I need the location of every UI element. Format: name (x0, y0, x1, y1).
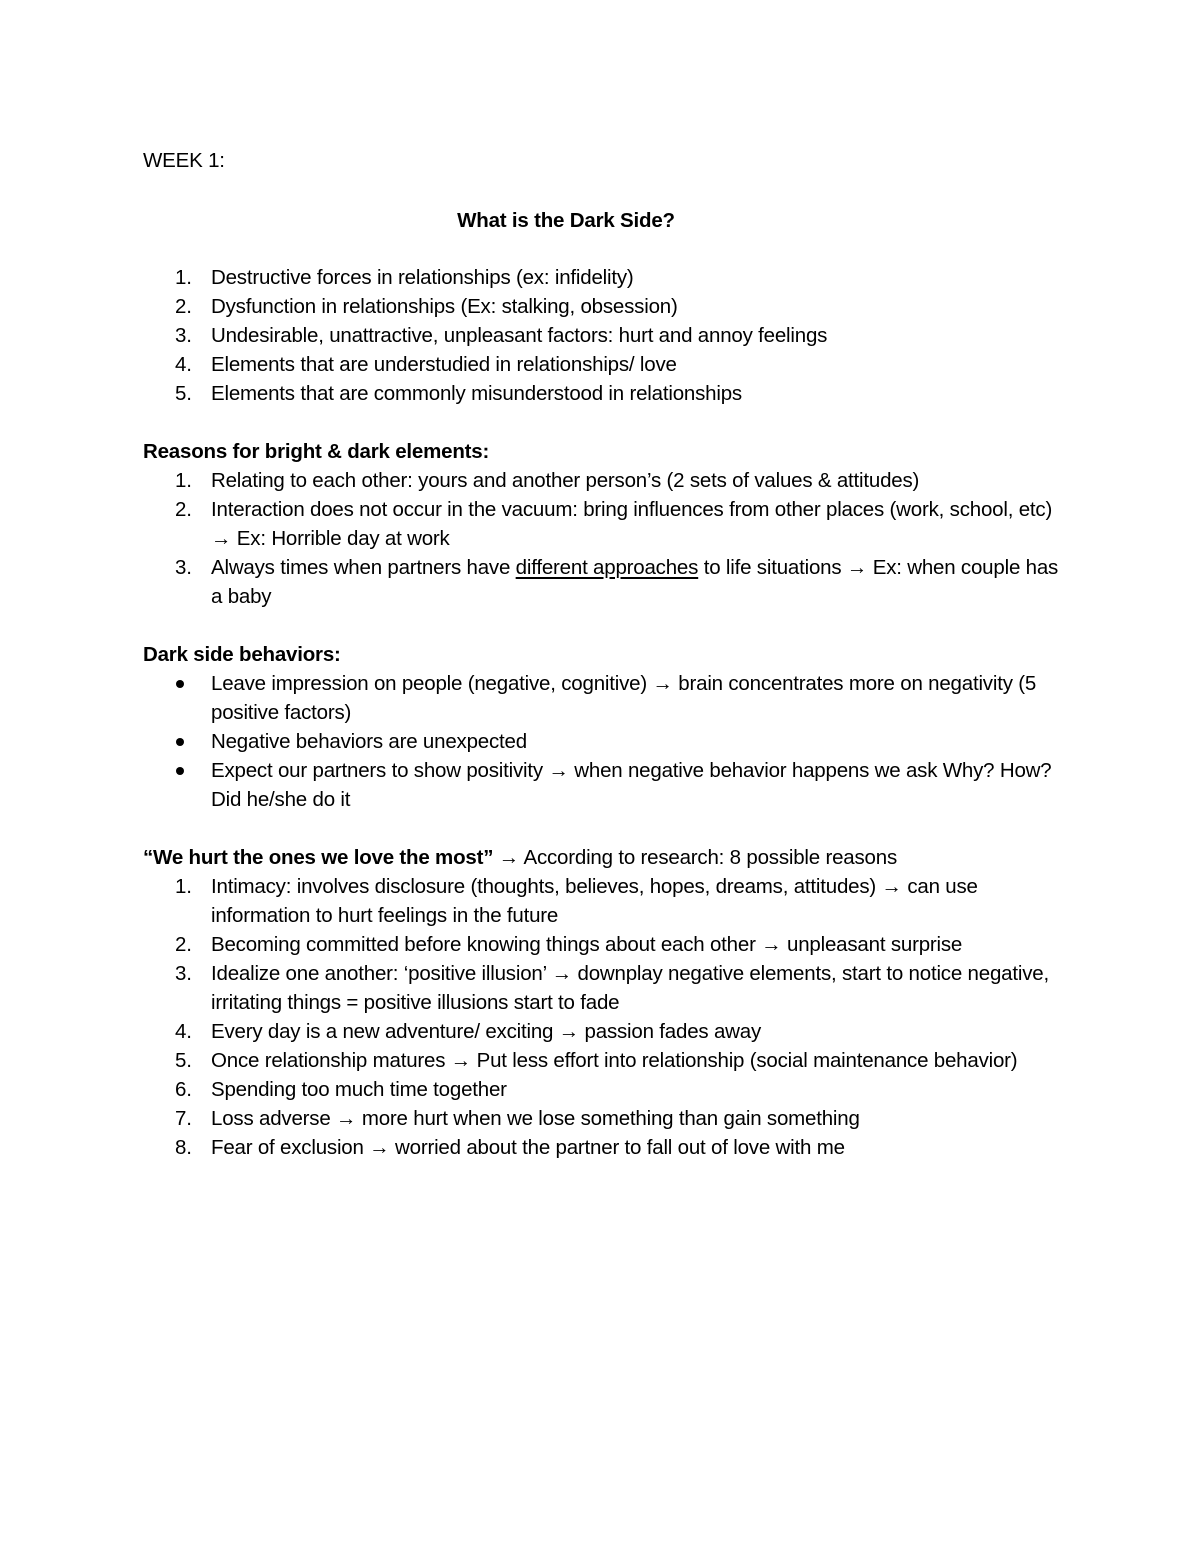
list-item: 1. Intimacy: involves disclosure (thoughts, believes, hopes, dreams, attitudes) → can use information to hurt feelings in the future (175, 875, 978, 927)
behaviors-section (143, 640, 1063, 814)
list-item: 3. Undesirable, unattractive, unpleasant factors: hurt and annoy feelings (175, 324, 828, 347)
list-item: 1. Destructive forces in relationships (ex: infidelity) (175, 266, 634, 289)
bullet-icon (176, 680, 184, 688)
list-item: 1. Relating to each other: yours and another person’s (2 sets of values & attitudes) (175, 469, 920, 492)
section-heading: Dark side behaviors: (143, 643, 341, 666)
page-title: What is the Dark Side? (457, 209, 675, 232)
behaviors-list (143, 669, 1063, 814)
list-item: Leave impression on people (negative, cognitive) → brain concentrates more on negativity (5 positive factors) (143, 669, 1063, 727)
arrow-right-icon: → (369, 1136, 390, 1159)
list-item: 2. Becoming committed before knowing things about each other → unpleasant surprise (175, 933, 963, 956)
bullet-icon (176, 767, 184, 775)
list-item: 3. Idealize one another: ‘positive illusion’ → downplay negative elements, start to notice negative, irritating things = positive illusions start to fade (175, 962, 1049, 1014)
underlined-phrase: different approaches (515, 556, 699, 579)
list-item: Negative behaviors are unexpected (143, 727, 1063, 756)
list-item: Expect our partners to show positivity → when negative behavior happens we ask Why? How? Did he/she do it (143, 756, 1063, 814)
arrow-right-icon: → (548, 759, 569, 782)
list-item: 5. Elements that are commonly misunderstood in relationships (175, 382, 742, 405)
document-body (143, 146, 1063, 1162)
arrow-right-icon: → (498, 846, 520, 869)
list-item: 4. Every day is a new adventure/ exciting → passion fades away (175, 1020, 761, 1043)
arrow-right-icon: → (652, 672, 673, 695)
list-item: 3. Always times when partners have different approaches to life situations → Ex: when couple has a baby (175, 556, 1059, 608)
reasons-section (143, 437, 1063, 611)
arrow-right-icon: → (336, 1107, 357, 1130)
arrow-right-icon: → (881, 875, 902, 898)
arrow-right-icon: → (761, 933, 782, 956)
reasons-list (143, 466, 1063, 611)
list-item: 7. Loss adverse → more hurt when we lose something than gain something (175, 1107, 860, 1130)
dark-side-list (143, 263, 1063, 408)
hurt-reasons-list (143, 872, 1063, 1162)
list-item: 5. Once relationship matures → Put less effort into relationship (social maintenance behavior) (175, 1049, 1018, 1072)
list-item: 8. Fear of exclusion → worried about the partner to fall out of love with me (175, 1136, 845, 1159)
section-heading: Reasons for bright & dark elements: (143, 440, 490, 463)
list-item: 2. Interaction does not occur in the vacuum: bring influences from other places (work, school, etc) → Ex: Horrible day at work (175, 498, 1053, 550)
arrow-right-icon: → (450, 1049, 472, 1072)
bullet-icon (176, 738, 184, 746)
arrow-right-icon: → (558, 1020, 580, 1043)
arrow-right-icon: → (551, 962, 573, 985)
list-item: 2. Dysfunction in relationships (Ex: stalking, obsession) (175, 295, 678, 318)
hurt-section (143, 843, 1063, 1162)
arrow-right-icon: → (211, 527, 232, 550)
list-item: 6. Spending too much time together (175, 1078, 507, 1101)
week-label: WEEK 1: (143, 149, 225, 172)
list-item: 4. Elements that are understudied in relationships/ love (175, 353, 677, 376)
arrow-right-icon: → (846, 556, 868, 579)
section-heading: “We hurt the ones we love the most” → According to research: 8 possible reasons (143, 846, 898, 869)
